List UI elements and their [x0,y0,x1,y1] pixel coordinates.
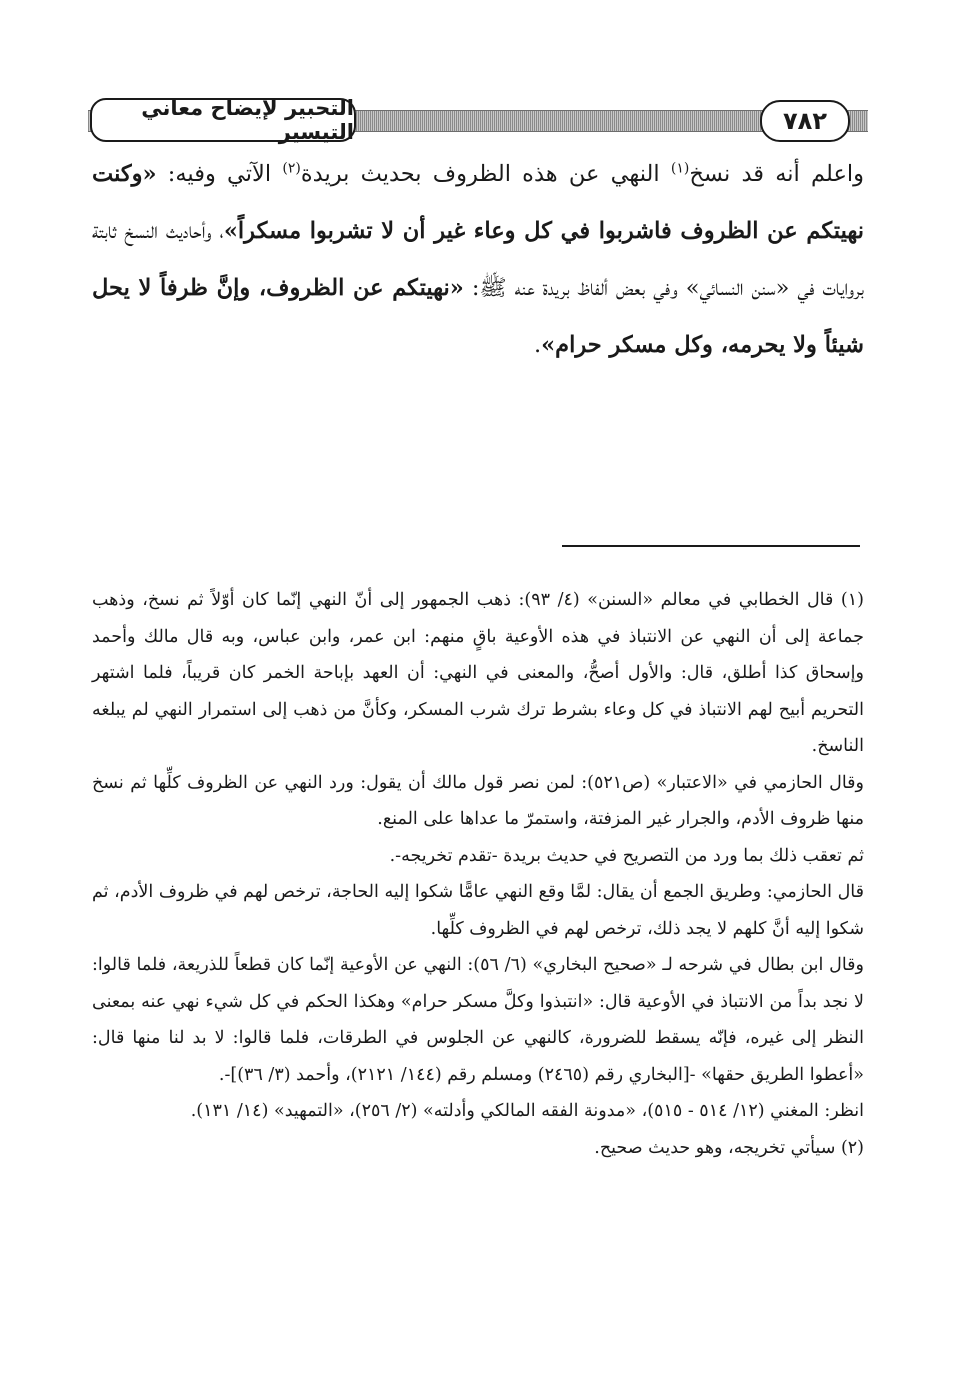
main-text-segment: ، وأحاديث النسخ ثابتة بروايات في «سنن النسائي» وفي بعض ألفاظ بريدة عنه ﷺ: [92,218,865,301]
footnotes [92,582,864,1166]
main-text [92,146,864,374]
main-text-segment: النهي عن هذه الظروف بحديث بريدة [300,161,671,187]
footnote-1-references: انظر: المغني (١٢/ ٥١٤ - ٥١٥)، «مدونة الفقه المالكي وأدلته» (٢/ ٢٥٦)، «التمهيد» (١٤/ ١٣١). [190,1101,864,1121]
footnote-ref-1: (١) [670,160,690,177]
hadith-quote-2: «نهيتكم عن الظروف، وإنَّ ظرفاً لا يحل شيئاً ولا يحرمه، وكل مسكر حرام» [92,275,864,358]
footnote-1-paragraph: ثم تعقب ذلك بما ورد من التصريح في حديث بريدة -تقدم تخريجه-. [389,845,864,866]
footnote-1-paragraph: قال الحازمي: وطريق الجمع أن يقال: لمَّا وقع النهي عامًّا شكوا إليه الحاجة، ترخص لهم في ظروف الأدم، ثم شكوا إليه أنَّ كلهم لا يجد ذلك، ترخص لهم في الظروف كلِّها. [92,882,864,939]
footnote-2: (٢) سيأتي تخريجه، وهو حديث صحيح. [594,1137,864,1158]
page-number: ٧٨٢ [760,100,850,142]
hadith-quote-1: «وكنت نهيتكم عن الظروف فاشربوا في كل وعاء غير أن لا تشربوا مسكراً» [92,161,864,244]
page-header [88,98,868,142]
main-paragraph [92,146,864,374]
main-text-segment: واعلم أنه قد نسخ [689,161,864,187]
main-text-segment: الآتي وفيه: [156,161,283,187]
footnote-1-paragraph: (١) قال الخطابي في معالم «السنن» (٤/ ٩٣): ذهب الجمهور إلى أنّ النهي إنّما كان أوّلاً ثم نسخ، وذهب جماعة إلى أن النهي عن الانتباذ في هذه الأوعية باقٍ منهم: ابن عمر، وابن عباس، وبه قال مالك وأحمد وإسحاق كذا أطلق، قال: والأول أصحُّ، والمعنى في النهي: أن العهد بإباحة الخمر كان قريباً، فلما اشتهر التحريم أبيح لهم الانتباذ في كل وعاء بشرط ترك شرب المسكر، وكأنَّ من ذهب إلى استمرار النهي لم يبلغه الناسخ. [92,590,864,756]
book-title: التحبير لإيضاح معاني التيسير [90,98,356,142]
footnote-ref-2: (٢) [282,160,301,177]
footnote-1-paragraph: وقال الحازمي في «الاعتبار» (ص٥٢١): لمن نصر قول مالك أن يقول: ورد النهي عن الظروف كلِّها ثم نسخ منها ظروف الأدم، والجرار غير المزفتة، واستمرّ ما عداها على المنع. [92,772,865,829]
footnote-1-paragraph: وقال ابن بطال في شرحه لـ «صحيح البخاري» (٦/ ٥٦): النهي عن الأوعية إنّما كان قطعاً للذريعة، فلما قالوا: لا نجد بداً من الانتباذ في الأوعية قال: «انتبذوا وكلَّ مسكر حرام» وهكذا الحكم في كل شيء نهي عنه بمعنى النظر إلى غيره، فإنّه يسقط للضرورة، كالنهي عن الجلوس في الطرقات، فلما قالوا: لا بد لنا منها قال: «أعطوا الطريق حقها» -[البخاري رقم (٢٤٦٥) ومسلم رقم (١٤٤/ ٢١٢١)، وأحمد (٣/ ٣٦)]-. [92,955,864,1085]
footnote-divider [562,545,860,547]
main-text-segment: . [533,332,542,358]
